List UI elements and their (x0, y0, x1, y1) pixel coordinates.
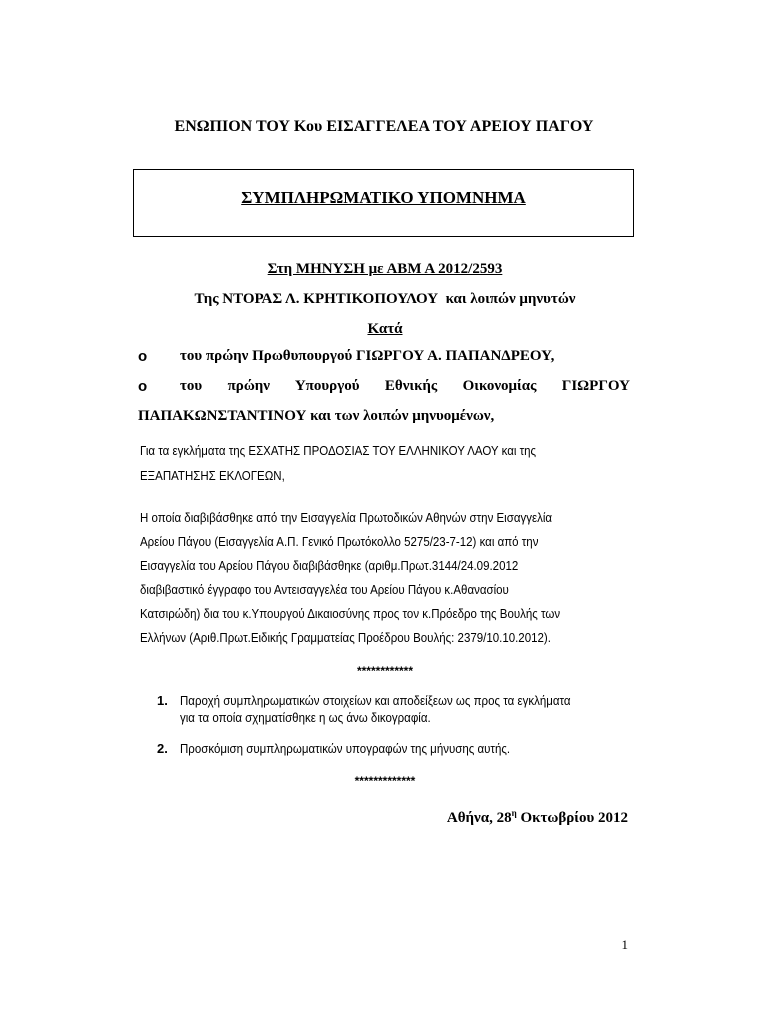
forwarding-line-3: Εισαγγελία του Αρείου Πάγου διαβιβάσθηκε (αριθμ.Πρωτ.3144/24.09.2012 (140, 559, 519, 573)
document-title: ΣΥΜΠΛΗΡΩΜΑΤΙΚΟ ΥΠΟΜΝΗΜΑ (241, 188, 526, 207)
list-item-number: 2. (157, 741, 168, 756)
forwarding-line-4: διαβιβαστικό έγγραφο του Αντεισαγγελέα του Αρείου Πάγου κ.Αθανασίου (140, 583, 509, 597)
separator: ************ (356, 664, 414, 678)
defendant-2: του πρώην Υπουργού Εθνικής Οικονομίας ΓΙΩΡΓΟΥ (180, 378, 630, 394)
date-prefix: Αθήνα, 28 (446, 810, 512, 826)
bullet-marker: o (138, 378, 148, 395)
list-item-number: 1. (157, 693, 168, 708)
complainant-line: Της ΝΤΟΡΑΣ Λ. ΚΡΗΤΙΚΟΠΟΥΛΟΥ και λοιπών μηνυτών (194, 291, 576, 307)
list-item-1-line-2: για τα οποία σχηματίσθηκε η ως άνω δικογραφία. (180, 711, 431, 725)
bullet-marker: o (138, 348, 148, 365)
crimes-line-2: ΕΞΑΠΑΤΗΣΗΣ ΕΚΛΟΓΕΩΝ, (140, 469, 285, 483)
date-suffix: Οκτωβρίου 2012 (516, 810, 628, 826)
page-number: 1 (621, 937, 628, 952)
forwarding-line-6: Ελλήνων (Αριθ.Πρωτ.Ειδικής Γραμματείας Προέδρου Βουλής: 2379/10.10.2012). (140, 631, 551, 645)
top-heading: ΕΝΩΠΙΟΝ ΤΟΥ Κου ΕΙΣΑΓΓΕΛΕΑ ΤΟΥ ΑΡΕΙΟΥ ΠΑΓΟΥ (174, 118, 594, 135)
date-line (447, 808, 628, 827)
subject-line: Στη ΜΗΝΥΣΗ με ΑΒΜ Α 2012/2593 (267, 261, 503, 277)
defendant-2-continued: ΠΑΠΑΚΩΝΣΤΑΝΤΙΝΟΥ και των λοιπών μηνυομένων, (138, 408, 495, 424)
list-item-1-line-1: Παροχή συμπληρωματικών στοιχείων και αποδείξεων ως προς τα εγκλήματα (180, 694, 571, 708)
list-item-2-line-1: Προσκόμιση συμπληρωματικών υπογραφών της μήνυσης αυτής. (180, 742, 511, 756)
forwarding-line-1: Η οποία διαβιβάσθηκε από την Εισαγγελία Πρωτοδικών Αθηνών στην Εισαγγελία (140, 511, 553, 525)
forwarding-line-2: Αρείου Πάγου (Εισαγγελία Α.Π. Γενικό Πρωτόκολλο 5275/23-7-12) και από την (140, 535, 539, 549)
separator: ************* (354, 774, 416, 788)
date-superscript: η (511, 808, 517, 818)
against-label: Κατά (367, 321, 403, 337)
crimes-line-1: Για τα εγκλήματα της ΕΣΧΑΤΗΣ ΠΡΟΔΟΣΙΑΣ ΤΟΥ ΕΛΛΗΝΙΚΟΥ ΛΑΟΥ και της (140, 444, 537, 458)
forwarding-line-5: Κατσιρώδη) δια του κ.Υπουργού Δικαιοσύνης προς τον κ.Πρόεδρο της Βουλής των (140, 607, 561, 621)
defendant-1: του πρώην Πρωθυπουργού ΓΙΩΡΓΟΥ Α. ΠΑΠΑΝΔΡΕΟΥ, (180, 348, 555, 364)
